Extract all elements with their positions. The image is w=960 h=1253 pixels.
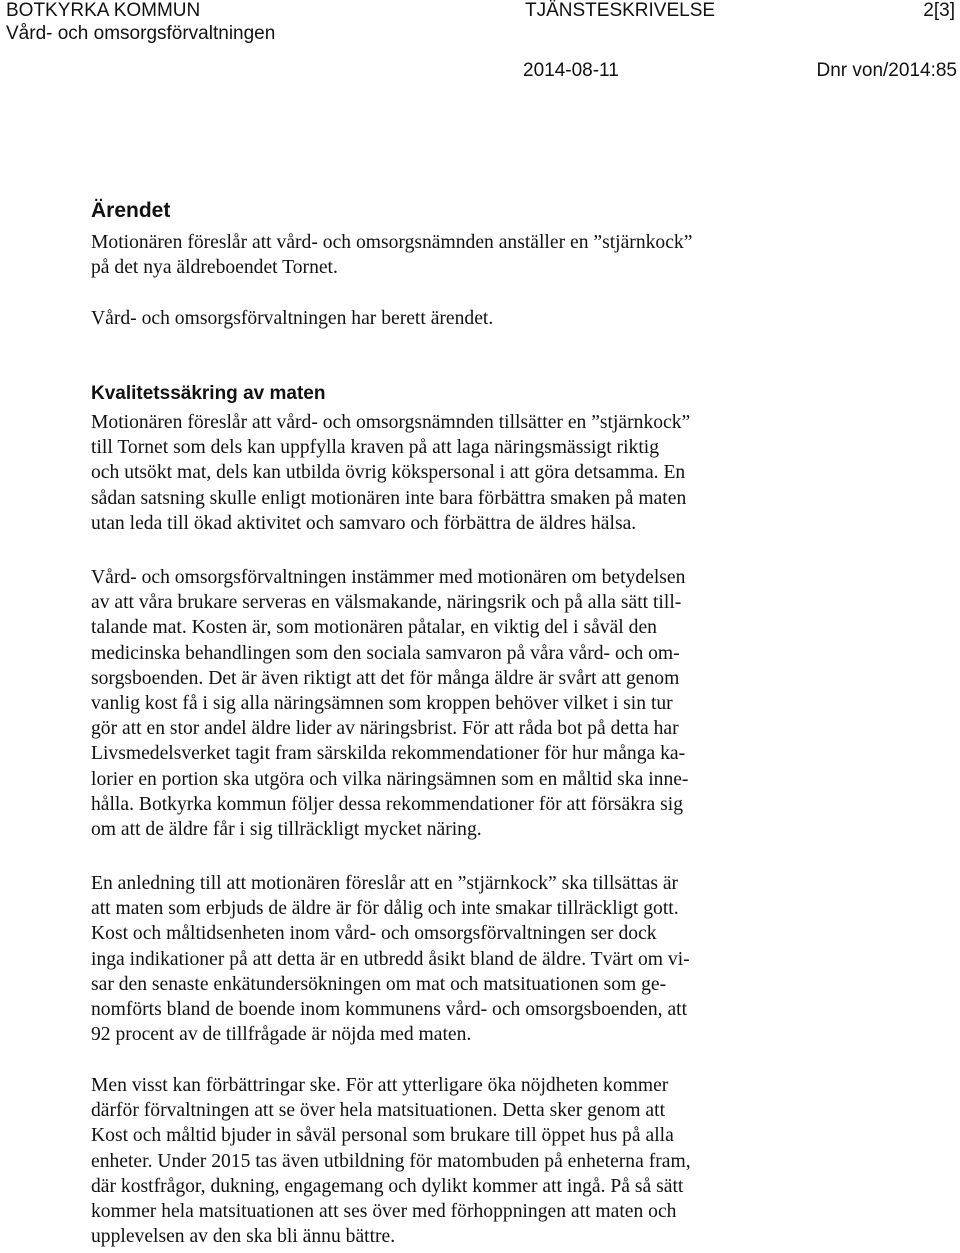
section-heading-kvalitetssakring: Kvalitetssäkring av maten — [91, 383, 326, 404]
section-heading-arendet: Ärendet — [91, 199, 171, 222]
paragraph: Vård- och omsorgsförvaltningen har berett ärendet. — [91, 308, 494, 329]
paragraph: Vård- och omsorgsförvaltningen instämmer med motionären om betydelsen av att våra brukare serveras en välsmakande, näringsrik och på alla sätt till- talande mat. Kosten är, som motionären påtalar, en viktig del i såväl den medicinska behandlingen som den sociala samvaron på våra vård- och om- sorgsboenden. Det är även riktigt att det för många äldre är svårt att genom vanlig kost få i sig alla näringsämnen som kroppen behöver vilket i sin tur gör att en stor andel äldre lider av näringsbrist. För att råda bot på detta har Livsmedelsverket tagit fram särskilda rekommendationer för hur många ka- lorier en portion ska utgöra och vilka näringsämnen som en måltid ska inne- hålla. Botkyrka kommun följer dessa rekommendationer för att försäkra sig om att de äldre får i sig tillräckligt mycket näring. — [91, 567, 689, 841]
page-number: 2[3] — [923, 0, 955, 21]
department-name: Vård- och omsorgsförvaltningen — [6, 23, 276, 44]
document-date: 2014-08-11 — [523, 60, 619, 81]
paragraph: En anledning till att motionären föreslår att en ”stjärnkock” ska tillsättas är att maten som erbjuds de äldre är för dålig och inte smakar tillräckligt gott. Kost och måltidsenheten inom vård- och omsorgsförvaltningen ser dock inga indikationer på att detta är en utbredd åsikt bland de äldre. Tvärt om vi- sar den senaste enkätundersökningen om mat och matsituationen som ge- nomförts bland de boende inom kommunens vård- och omsorgsboenden, att 92 procent av de tillfrågade är nöjda med maten. — [91, 873, 690, 1046]
organization-name: BOTKYRKA KOMMUN — [6, 0, 201, 21]
paragraph: Motionären föreslår att vård- och omsorgsnämnden tillsätter en ”stjärnkock” till Tornet som dels kan uppfylla kraven på att laga näringsmässigt riktig och utsökt mat, dels kan utbilda övrig kökspersonal i att göra detsamma. En sådan satsning skulle enligt motionären inte bara förbättra smaken på maten utan leda till ökad aktivitet och samvaro och förbättra de äldres hälsa. — [91, 412, 691, 534]
paragraph: Men visst kan förbättringar ske. För att ytterligare öka nöjdheten kommer därför förvaltningen att se över hela matsituationen. Detta sker genom att Kost och måltid bjuder in såväl personal som brukare till öppet hus på alla enheter. Under 2015 tas även utbildning för matombuden på enheterna fram, där kostfrågor, dukning, engagemang och dylikt kommer att ingå. På så sätt kommer hela matsituationen att ses över med förhoppningen att maten och upplevelsen av den ska bli ännu bättre. — [91, 1075, 691, 1248]
document-type: TJÄNSTESKRIVELSE — [525, 0, 716, 21]
reference-number: Dnr von/2014:85 — [816, 60, 957, 81]
paragraph: Motionären föreslår att vård- och omsorgsnämnden anställer en ”stjärnkock” på det nya äldreboendet Tornet. — [91, 232, 693, 279]
